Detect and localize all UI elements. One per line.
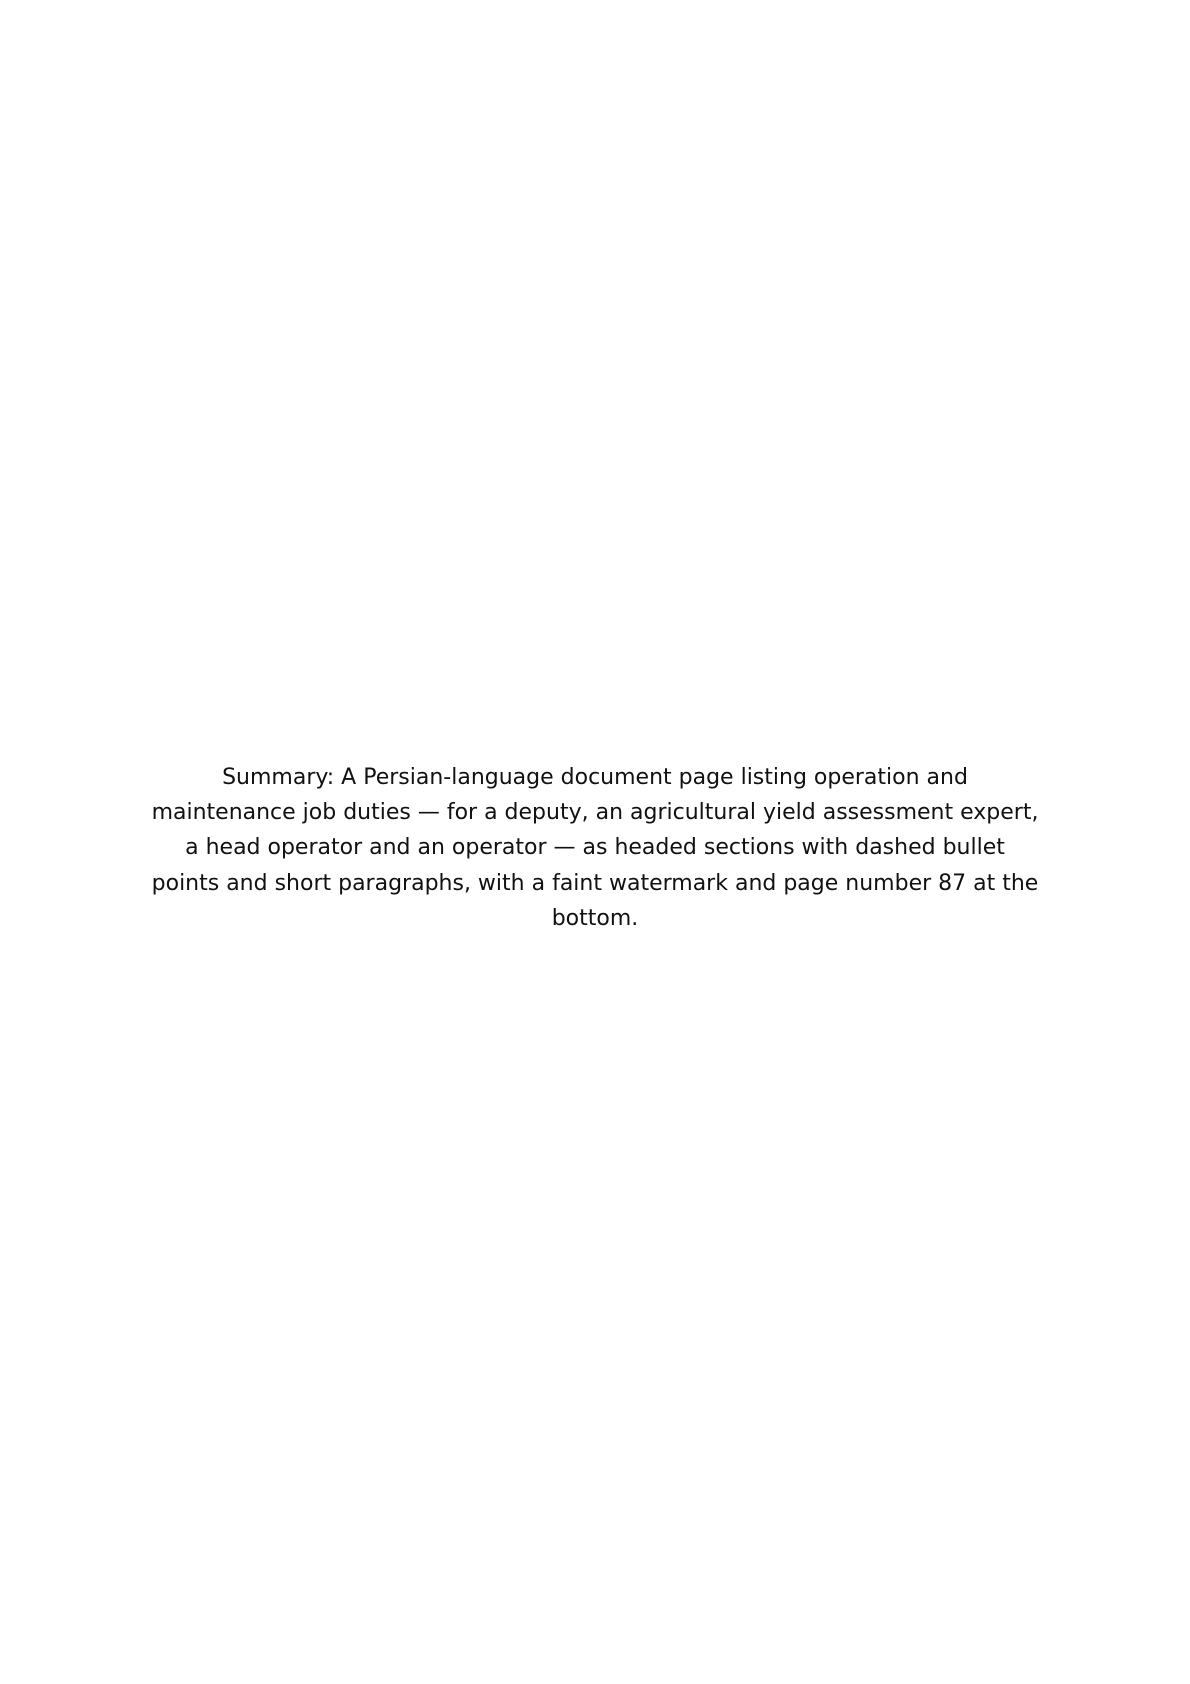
notice: Summary: A Persian-language document page listing operation and maintenance job duties — for a deputy, an agricultural yield assessment expert, a head operator and an operator — as headed sections with dashed bullet points and short paragraphs, with a faint watermark and page number 87 at the bottom.	[151, 765, 1039, 931]
